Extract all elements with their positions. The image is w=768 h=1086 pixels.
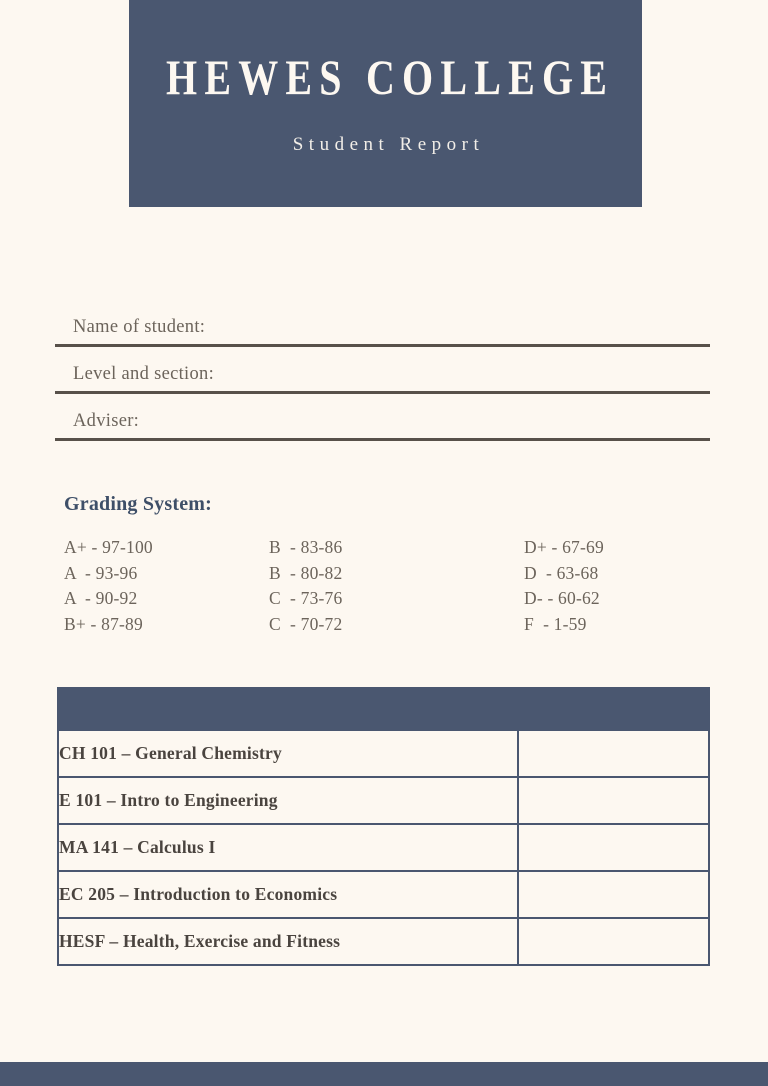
courses-table (57, 687, 710, 966)
grade-entry: D- - 60-62 (524, 588, 600, 608)
report-subtitle: Student Report (292, 133, 485, 155)
grade-entry: D+ - 67-69 (524, 537, 604, 557)
header-cell-course (58, 688, 518, 730)
grade-entry: B+ - 87-89 (64, 613, 143, 634)
grade-entry: A - 93-96 (64, 562, 138, 583)
course-grade-cell[interactable] (518, 730, 709, 777)
grade-entry: C - 70-72 (269, 613, 343, 634)
grading-column-2 (269, 535, 524, 637)
grade-entry: A - 90-92 (64, 588, 138, 608)
masthead-banner (129, 0, 642, 207)
grade-entry: F - 1-59 (524, 613, 587, 634)
table-row (58, 918, 709, 965)
course-name-cell: EC 205 – Introduction to Economics (58, 871, 518, 918)
grade-entry: D - 63-68 (524, 562, 599, 583)
course-name-cell: MA 141 – Calculus I (58, 824, 518, 871)
grade-entry: A+ - 97-100 (64, 537, 153, 557)
table-row (58, 824, 709, 871)
course-name-cell: CH 101 – General Chemistry (58, 730, 518, 777)
form-row-adviser[interactable] (55, 394, 710, 441)
label-adviser: Adviser: (73, 411, 140, 431)
grade-entry: B - 80-82 (269, 562, 343, 583)
course-name-cell: HESF – Health, Exercise and Fitness (58, 918, 518, 965)
table-row (58, 777, 709, 824)
grade-entry: B - 83-86 (269, 537, 343, 557)
grading-column-3 (524, 535, 704, 637)
course-grade-cell[interactable] (518, 871, 709, 918)
college-name: HEWES COLLEGE (165, 48, 615, 105)
course-grade-cell[interactable] (518, 777, 709, 824)
grading-system-scale (64, 535, 704, 637)
grading-system-heading: Grading System: (64, 493, 212, 515)
form-row-level-and-section[interactable] (55, 347, 710, 394)
grade-entry: C - 73-76 (269, 588, 343, 608)
header-cell-grade (518, 688, 709, 730)
course-name-cell: E 101 – Intro to Engineering (58, 777, 518, 824)
table-header-row (58, 688, 709, 730)
label-level-and-section: Level and section: (73, 364, 215, 384)
course-grade-cell[interactable] (518, 918, 709, 965)
table-row (58, 730, 709, 777)
course-grade-cell[interactable] (518, 824, 709, 871)
footer-bar (0, 1062, 768, 1086)
table-row (58, 871, 709, 918)
rule-adviser (55, 438, 710, 441)
student-info-form (55, 300, 710, 441)
label-name-of-student: Name of student: (73, 317, 206, 337)
grading-column-1 (64, 535, 269, 637)
form-row-name-of-student[interactable] (55, 300, 710, 347)
